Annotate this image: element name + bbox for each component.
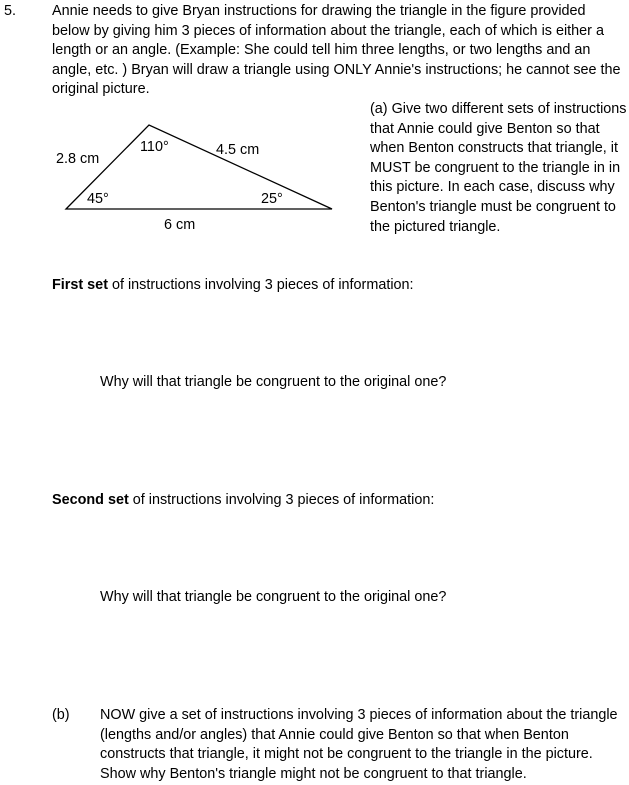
first-set-prompt	[52, 276, 612, 296]
side-bottom-label: 6 cm	[164, 217, 196, 233]
why-congruent-prompt-1: Why will that triangle be congruent to the original one?	[100, 374, 447, 390]
part-b-prompt: NOW give a set of instructions involving 3 pieces of information about the triangle (lengths and/or angles) that Annie could give Benton so that when Benton constructs that triangle, it might not be congruent to the triangle in the picture. Show why Benton's triangle might not be congruent to that triangle.	[100, 707, 618, 782]
triangle-diagram	[50, 118, 340, 238]
question-intro: Annie needs to give Bryan instructions for drawing the triangle in the figure provided below by giving him 3 pieces of information about the triangle, each of which is either a length or an angle. (Example: She could tell him three lengths, or two lengths and an angle, etc. ) Bryan will draw a triangle using ONLY Annie's instructions; he cannot see the original picture.	[52, 3, 621, 98]
angle-right-label: 25°	[261, 191, 283, 207]
triangle-figure	[50, 118, 340, 238]
angle-left-label: 45°	[87, 191, 109, 207]
side-left-label: 2.8 cm	[56, 151, 100, 167]
why-congruent-prompt-2: Why will that triangle be congruent to the original one?	[100, 589, 447, 605]
first-set-text: of instructions involving 3 pieces of information:	[107, 277, 414, 293]
part-a-prompt: (a) Give two different sets of instructions that Annie could give Benton so that when Benton constructs that triangle, it MUST be congruent to the triangle in in this picture. In each case, discuss why Benton's triangle must be congruent to the pictured triangle.	[370, 101, 627, 235]
part-b-label: (b)	[52, 707, 70, 723]
first-set-label: First set	[52, 277, 108, 293]
angle-top-label: 110°	[140, 139, 169, 155]
second-set-text: of instructions involving 3 pieces of information:	[128, 492, 435, 508]
side-right-label: 4.5 cm	[216, 142, 260, 158]
question-number: 5.	[4, 3, 17, 19]
second-set-label: Second set	[52, 492, 129, 508]
second-set-prompt	[52, 491, 612, 511]
